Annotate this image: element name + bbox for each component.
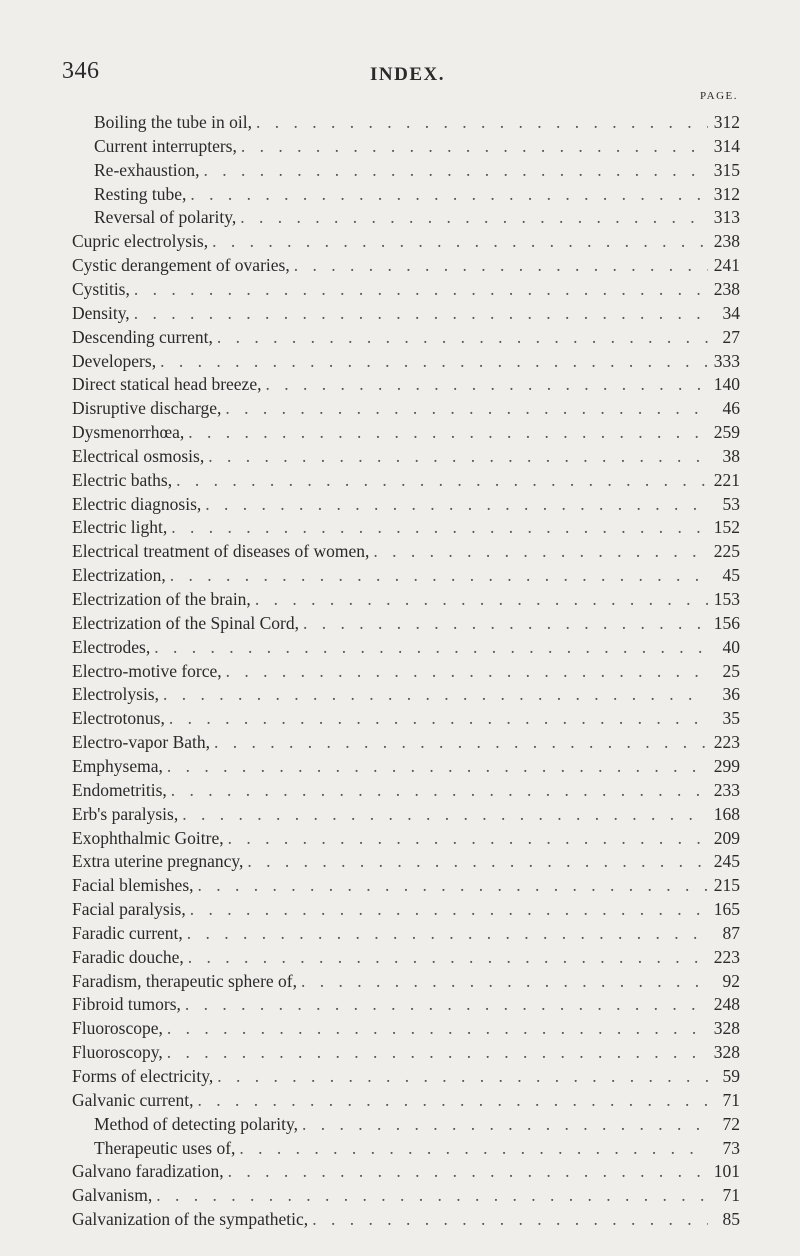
dot-leader (303, 611, 708, 635)
entry-label: Faradism, therapeutic sphere of, (72, 970, 297, 991)
dot-leader (301, 969, 708, 993)
dot-leader (188, 945, 708, 969)
entry-page-number: 225 (713, 541, 740, 562)
entry-page-number: 259 (713, 422, 740, 443)
entry-page-number: 71 (722, 1185, 740, 1206)
dot-leader (228, 826, 708, 850)
dot-leader (167, 1040, 708, 1064)
entry-label: Galvanism, (72, 1185, 153, 1206)
entry-page-number: 314 (713, 135, 740, 156)
entry-page-number: 248 (713, 994, 740, 1015)
entry-label: Cystitis, (72, 278, 130, 299)
entry-label: Facial blemishes, (72, 875, 194, 896)
entry-label: Electrization of the brain, (72, 589, 251, 609)
entry-page-number: 328 (713, 1018, 740, 1039)
entry-label: Electrolysis, (72, 684, 159, 705)
entry-label: Faradic douche, (72, 946, 184, 967)
entry-label: Electrization of the Spinal Cord, (72, 612, 299, 633)
entry-page-number: 221 (713, 469, 740, 490)
entry-page-number: 140 (713, 374, 740, 395)
dot-leader (154, 635, 708, 659)
entry-label: Density, (72, 302, 130, 323)
dot-leader (167, 754, 708, 778)
dot-leader (197, 1088, 708, 1112)
dot-leader (239, 1136, 708, 1160)
entry-label: Erb's paralysis, (72, 803, 179, 824)
entry-label: Fluoroscope, (72, 1018, 163, 1039)
entry-page-number: 241 (713, 255, 740, 276)
index-entry (72, 1088, 740, 1112)
entry-page-number: 46 (722, 398, 740, 419)
entry-page-number: 328 (713, 1042, 740, 1063)
entry-label: Electro-vapor Bath, (72, 732, 211, 753)
entry-page-number: 34 (722, 302, 740, 323)
index-entry (72, 396, 740, 420)
entry-page-number: 233 (713, 779, 740, 800)
index-entry (94, 205, 740, 229)
index-entry (72, 229, 740, 253)
index-entry (72, 420, 740, 444)
index-entry (94, 1112, 740, 1136)
entry-page-number: 312 (713, 183, 740, 204)
index-entry (72, 539, 740, 563)
dot-leader (171, 515, 708, 539)
dot-leader (187, 921, 708, 945)
index-entry (72, 563, 740, 587)
index-entry (72, 301, 740, 325)
index-entry (72, 945, 740, 969)
index-entry (94, 182, 740, 206)
entry-label: Electrodes, (72, 636, 151, 657)
page-header (62, 58, 742, 88)
entry-label: Electrical treatment of diseases of women, (72, 541, 370, 562)
index-entry (72, 682, 740, 706)
index-entry (72, 992, 740, 1016)
entry-label: Cystic derangement of ovaries, (72, 255, 290, 276)
entry-label: Fibroid tumors, (72, 994, 181, 1015)
entry-page-number: 59 (722, 1066, 740, 1086)
entry-page-number: 27 (722, 326, 740, 347)
entry-page-number: 101 (713, 1161, 740, 1182)
entry-page-number: 85 (722, 1209, 740, 1230)
entry-label: Boiling the tube in oil, (94, 112, 252, 132)
dot-leader (241, 134, 708, 158)
entry-label: Exophthalmic Goitre, (72, 827, 224, 848)
index-entry (72, 659, 740, 683)
dot-leader (134, 277, 708, 301)
entry-label: Electrotonus, (72, 708, 165, 729)
entry-page-number: 71 (722, 1089, 740, 1110)
entry-label: Reversal of polarity, (94, 207, 237, 228)
entry-page-number: 25 (722, 660, 740, 681)
dot-leader (163, 682, 708, 706)
entry-page-number: 152 (713, 517, 740, 538)
dot-leader (294, 253, 708, 277)
dot-leader (190, 897, 708, 921)
dot-leader (169, 706, 708, 730)
index-entry (72, 587, 740, 611)
entry-page-number: 73 (722, 1137, 740, 1158)
index-entry (72, 349, 740, 373)
entry-label: Re-exhaustion, (94, 159, 200, 180)
entry-page-number: 238 (713, 278, 740, 299)
dot-leader (171, 778, 708, 802)
entry-page-number: 72 (722, 1113, 740, 1134)
dot-leader (240, 205, 708, 229)
dot-leader (217, 1064, 708, 1088)
entry-label: Electro-motive force, (72, 660, 222, 681)
entry-label: Method of detecting polarity, (94, 1113, 298, 1134)
index-entry (72, 1016, 740, 1040)
dot-leader (256, 110, 708, 134)
entry-label: Galvano faradization, (72, 1161, 224, 1182)
index-entry (94, 158, 740, 182)
index-entry (72, 515, 740, 539)
dot-leader (265, 372, 708, 396)
entry-label: Descending current, (72, 326, 213, 347)
entry-page-number: 156 (713, 612, 740, 633)
entry-page-number: 40 (722, 636, 740, 657)
entry-label: Galvanic current, (72, 1089, 194, 1110)
entry-page-number: 333 (713, 350, 740, 371)
entry-label: Endometritis, (72, 779, 167, 800)
index-entry (72, 325, 740, 349)
entry-label: Cupric electrolysis, (72, 231, 209, 252)
index-entry (72, 635, 740, 659)
entry-label: Galvanization of the sympathetic, (72, 1209, 309, 1230)
dot-leader (208, 444, 708, 468)
entry-page-number: 315 (713, 159, 740, 180)
entry-label: Electric diagnosis, (72, 493, 202, 514)
dot-leader (312, 1207, 708, 1231)
dot-leader (134, 301, 708, 325)
dot-leader (217, 325, 708, 349)
entry-label: Fluoroscopy, (72, 1042, 163, 1063)
dot-leader (203, 158, 708, 182)
entry-label: Current interrupters, (94, 135, 237, 156)
entry-label: Faradic current, (72, 922, 183, 943)
index-entry (72, 921, 740, 945)
dot-leader (212, 229, 708, 253)
page-column-heading: PAGE. (700, 90, 738, 102)
entry-page-number: 223 (713, 732, 740, 753)
entry-page-number: 312 (713, 112, 740, 132)
index-entry (72, 253, 740, 277)
dot-leader (176, 468, 708, 492)
index-entry (72, 1207, 740, 1231)
entry-label: Resting tube, (94, 183, 187, 204)
dot-leader (160, 349, 708, 373)
dot-leader (190, 182, 708, 206)
entry-page-number: 223 (713, 946, 740, 967)
entry-page-number: 45 (722, 565, 740, 586)
entry-page-number: 245 (713, 851, 740, 872)
dot-leader (205, 492, 708, 516)
entry-page-number: 153 (713, 589, 740, 609)
index-entry (72, 754, 740, 778)
dot-leader (198, 873, 708, 897)
index-entry (72, 1040, 740, 1064)
entry-label: Electrization, (72, 565, 166, 586)
index-entry (72, 897, 740, 921)
index-entry (72, 1064, 740, 1088)
entry-page-number: 299 (713, 755, 740, 776)
index-entry (72, 778, 740, 802)
entry-page-number: 209 (713, 827, 740, 848)
index-entry (72, 611, 740, 635)
entry-page-number: 313 (713, 207, 740, 228)
entry-page-number: 38 (722, 445, 740, 466)
index-entry (72, 468, 740, 492)
entry-page-number: 53 (722, 493, 740, 514)
entry-page-number: 165 (713, 899, 740, 920)
index-entry (72, 849, 740, 873)
page-number: 346 (62, 58, 100, 84)
index-entry (72, 444, 740, 468)
index-entry (72, 873, 740, 897)
entry-page-number: 215 (713, 875, 740, 896)
dot-leader (247, 849, 708, 873)
index-entry (72, 826, 740, 850)
dot-leader (170, 563, 708, 587)
index-entry (72, 706, 740, 730)
entry-label: Extra uterine pregnancy, (72, 851, 244, 872)
entry-label: Electric baths, (72, 469, 173, 490)
entry-page-number: 92 (722, 970, 740, 991)
entry-page-number: 36 (722, 684, 740, 705)
index-entry (72, 1159, 740, 1183)
entry-label: Electric light, (72, 517, 168, 538)
entry-label: Therapeutic uses of, (94, 1137, 236, 1158)
index-entry (72, 277, 740, 301)
index-entry (94, 110, 740, 134)
dot-leader (302, 1112, 708, 1136)
entry-page-number: 238 (713, 231, 740, 252)
index-entry (72, 1183, 740, 1207)
index-entry (72, 802, 740, 826)
entry-label: Disruptive discharge, (72, 398, 222, 419)
dot-leader (156, 1183, 708, 1207)
index-entry (72, 492, 740, 516)
entry-page-number: 168 (713, 803, 740, 824)
dot-leader (185, 992, 708, 1016)
entry-label: Emphysema, (72, 755, 163, 776)
dot-leader (214, 730, 708, 754)
dot-leader (255, 587, 708, 611)
entry-label: Developers, (72, 350, 157, 371)
dot-leader (182, 802, 708, 826)
entry-page-number: 35 (722, 708, 740, 729)
dot-leader (188, 420, 708, 444)
index-entry (94, 134, 740, 158)
dot-leader (226, 659, 708, 683)
entry-label: Dysmenorrhœa, (72, 422, 185, 443)
dot-leader (373, 539, 708, 563)
index-entry (72, 372, 740, 396)
index-entry (72, 730, 740, 754)
index-entry (94, 1136, 740, 1160)
entry-label: Direct statical head breeze, (72, 374, 262, 395)
entry-page-number: 87 (722, 922, 740, 943)
dot-leader (225, 396, 708, 420)
entry-label: Forms of electricity, (72, 1066, 214, 1086)
dot-leader (167, 1016, 708, 1040)
entry-label: Facial paralysis, (72, 899, 186, 920)
index-entry (72, 969, 740, 993)
running-head: INDEX. (370, 64, 445, 85)
dot-leader (228, 1159, 708, 1183)
entry-label: Electrical osmosis, (72, 445, 205, 466)
